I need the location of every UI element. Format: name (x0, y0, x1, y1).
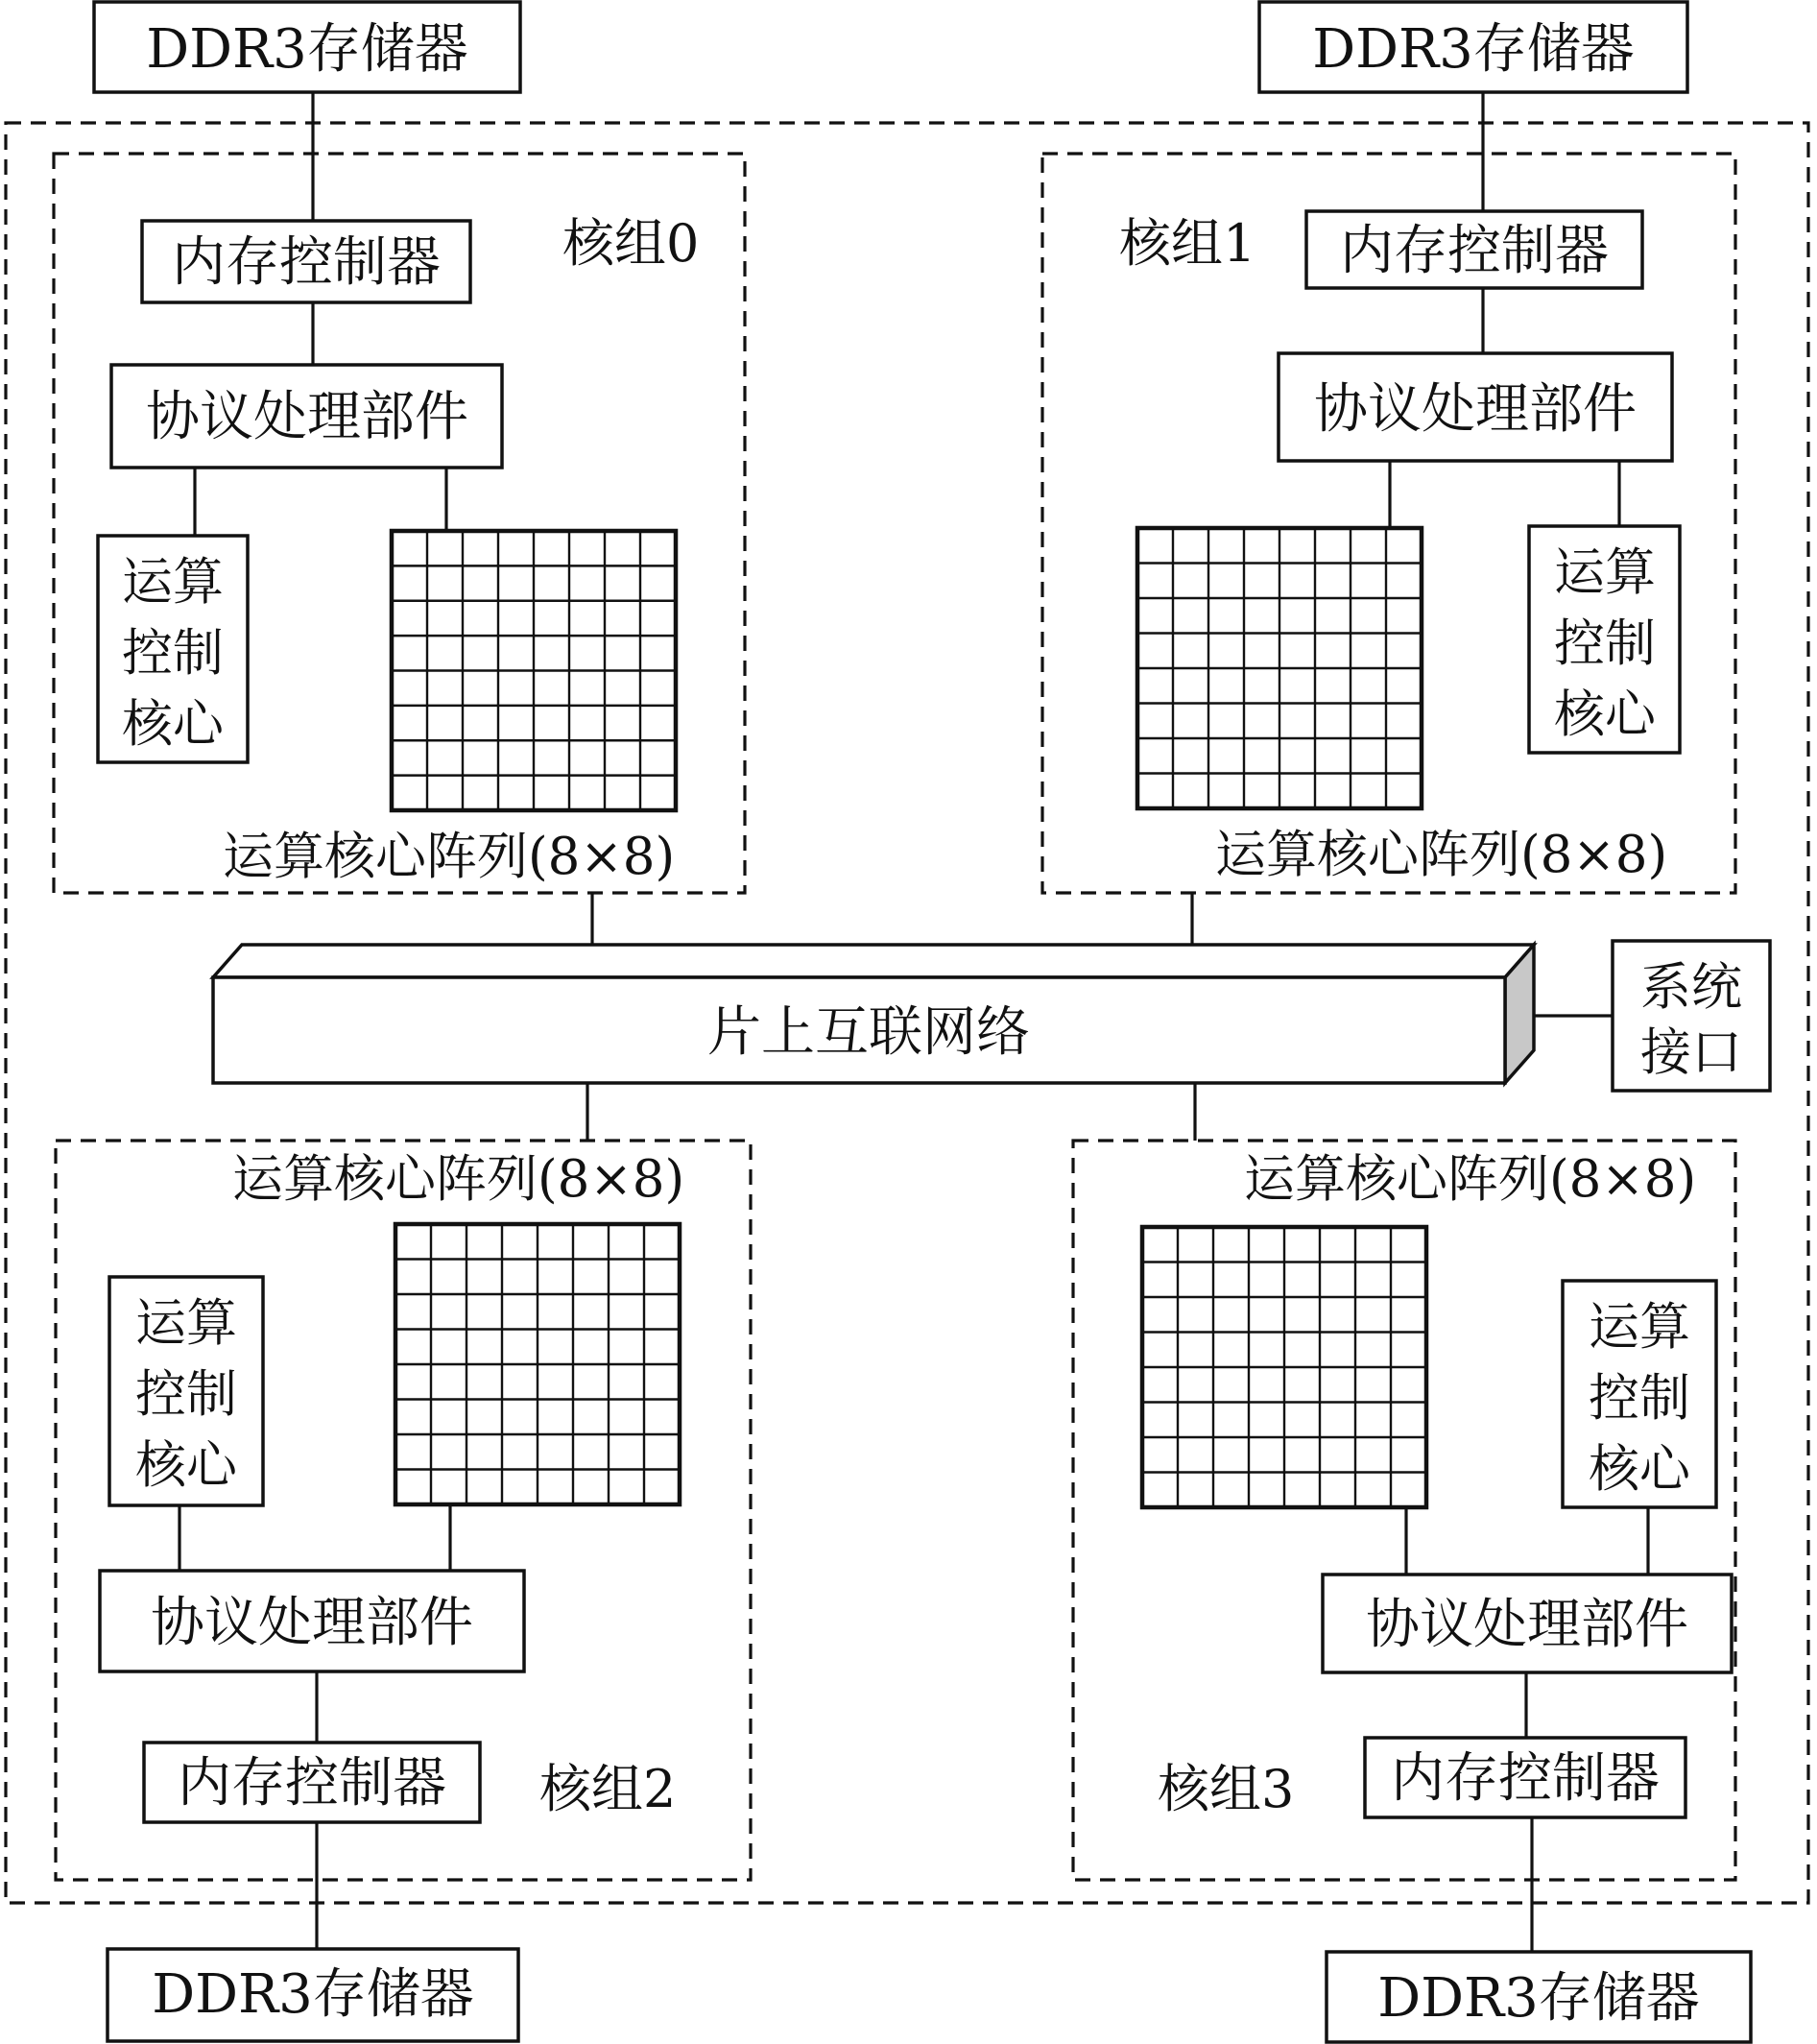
on-chip-interconnect (213, 945, 1534, 1083)
protocol-unit (1279, 353, 1672, 461)
protocol-unit (100, 1571, 524, 1671)
control-core-line: 运算 (1589, 1298, 1690, 1357)
core-group-1 (1119, 211, 1680, 884)
system-interface-line: 系统 (1640, 958, 1742, 1017)
compute-array-label: 运算核心阵列(8×8) (223, 828, 676, 886)
protocol-unit (1323, 1575, 1732, 1672)
ddr3-memory (108, 1949, 518, 2041)
ddr3-label: DDR3存储器 (152, 1963, 474, 2026)
compute-core-array (1142, 1227, 1426, 1507)
interconnect-label: 片上互联网络 (707, 1001, 1030, 1064)
memory-controller-label: 内存控制器 (178, 1752, 446, 1815)
protocol-unit-label: 协议处理部件 (151, 1592, 473, 1654)
control-core (1563, 1281, 1716, 1507)
core-group-name: 核组1 (1119, 213, 1256, 274)
control-core (109, 1277, 263, 1505)
memory-controller-label: 内存控制器 (1391, 1747, 1660, 1810)
interconnect-top-face (213, 945, 1534, 977)
core-group-2 (100, 1150, 684, 1822)
protocol-unit-label: 协议处理部件 (1314, 378, 1637, 441)
compute-array-label: 运算核心阵列(8×8) (1215, 826, 1668, 884)
control-core (98, 536, 248, 762)
control-core (1529, 526, 1680, 753)
core-group-0 (98, 213, 699, 886)
memory-controller-label: 内存控制器 (1340, 220, 1609, 282)
compute-core-array (392, 531, 676, 810)
ddr3-label: DDR3存储器 (1312, 18, 1635, 81)
compute-array-label: 运算核心阵列(8×8) (232, 1150, 685, 1209)
memory-controller (142, 221, 470, 302)
ddr3-memory (94, 2, 520, 92)
compute-core-array (395, 1224, 680, 1504)
control-core-line: 核心 (135, 1436, 237, 1495)
compute-array-label: 运算核心阵列(8×8) (1244, 1150, 1697, 1209)
control-core-line: 控制 (1554, 614, 1656, 673)
system-interface-line: 接口 (1640, 1023, 1742, 1082)
protocol-unit (111, 365, 502, 468)
system-interface (1613, 941, 1770, 1091)
core-group-name: 核组0 (562, 213, 700, 274)
ddr3-memory (1259, 2, 1687, 92)
protocol-unit-label: 协议处理部件 (146, 386, 468, 448)
control-core-line: 核心 (1589, 1440, 1690, 1499)
control-core-line: 运算 (122, 553, 224, 612)
control-core-line: 运算 (135, 1294, 237, 1353)
memory-controller-label: 内存控制器 (172, 231, 441, 294)
ddr3-label: DDR3存储器 (1377, 1967, 1700, 2030)
control-core-line: 控制 (1589, 1369, 1690, 1428)
control-core-line: 核心 (122, 695, 224, 754)
core-group-3 (1142, 1150, 1732, 1819)
control-core-line: 控制 (135, 1365, 237, 1424)
control-core-line: 运算 (1554, 543, 1656, 602)
memory-controller (144, 1743, 480, 1822)
memory-controller (1306, 211, 1642, 288)
ddr3-memory (1327, 1952, 1751, 2042)
compute-core-array (1137, 528, 1422, 808)
core-group-name: 核组3 (1158, 1759, 1295, 1819)
control-core-line: 核心 (1554, 685, 1656, 744)
ddr3-label: DDR3存储器 (146, 18, 468, 81)
protocol-unit-label: 协议处理部件 (1366, 1594, 1688, 1656)
core-group-name: 核组2 (539, 1759, 677, 1819)
control-core-line: 控制 (122, 624, 224, 683)
memory-controller (1365, 1738, 1686, 1817)
